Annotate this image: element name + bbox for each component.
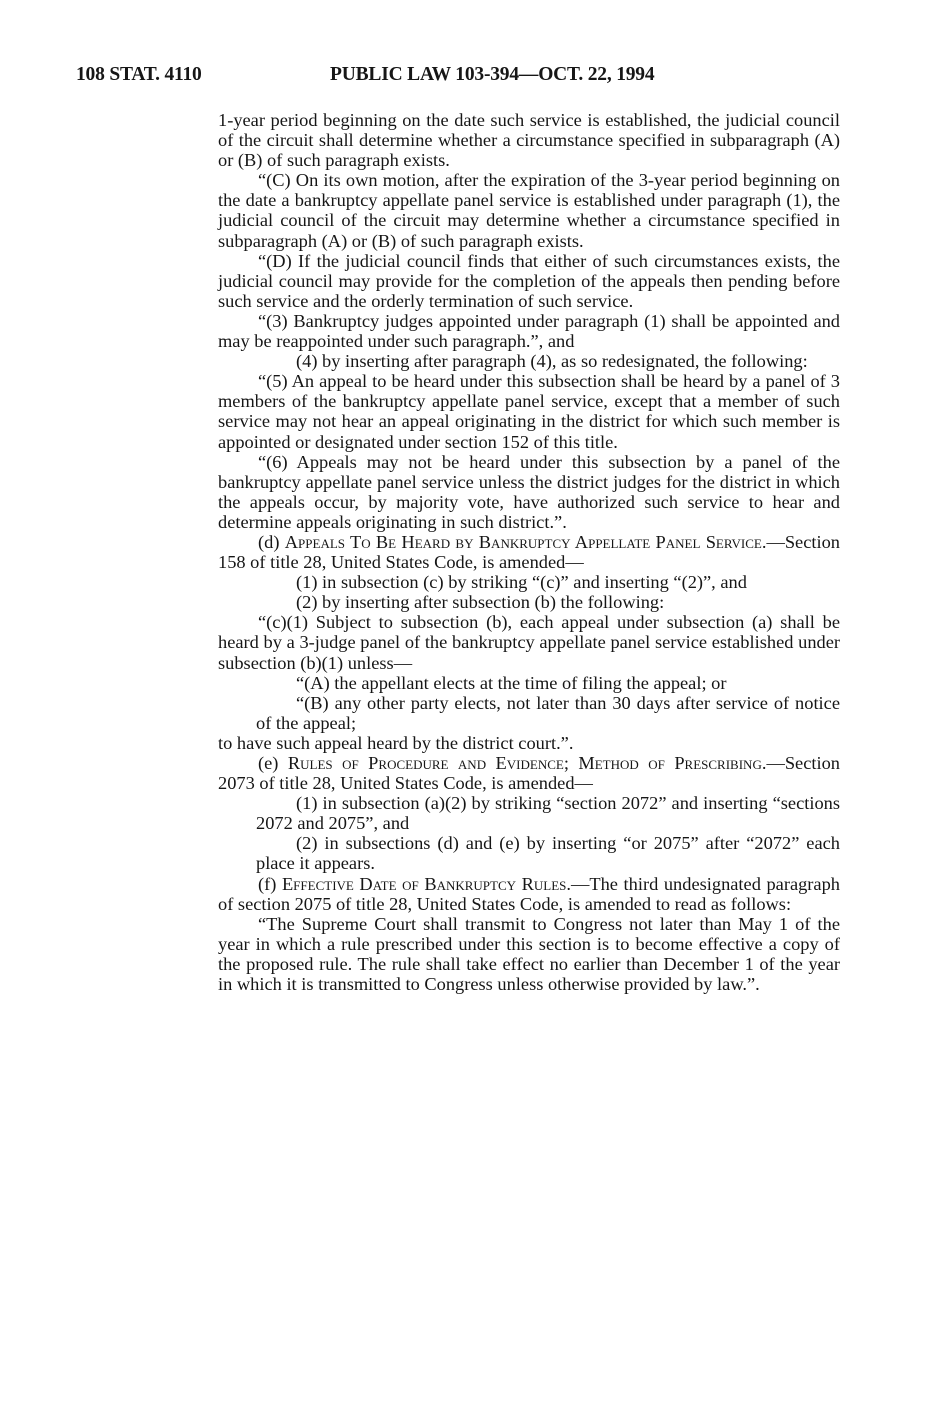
section-d-heading: [218, 532, 840, 572]
paragraph-e-1: (1) in subsection (a)(2) by striking “section 2072” and inserting “sections 2072 and 2075”, and: [256, 793, 840, 834]
section-e-text: —Section 2073 of title 28, United States Code, is amended—: [218, 753, 840, 794]
section-d-lead: (d): [258, 531, 285, 552]
section-d-text: —Section 158 of title 28, United States Code, is amended—: [218, 531, 840, 573]
paragraph-quoted-rule: “The Supreme Court shall transmit to Congress not later than May 1 of the year in which a rule prescribed under this section is to become effective a copy of the proposed rule. The rule shall take effect no earlier than December 1 of the year in which it is transmitted to Congress unless otherwise provided by law.”.: [218, 913, 840, 995]
paragraph-e-2: (2) in subsections (d) and (e) by inserting “or 2075” after “2072” each place it appears.: [256, 833, 840, 874]
paragraph-c1: “(c)(1) Subject to subsection (b), each appeal under subsection (a) shall be heard by a 3-judge panel of the bankruptcy appellate panel service established under subsection (b)(1) unless—: [218, 612, 840, 673]
paragraph-c1-a: “(A) the appellant elects at the time of filing the appeal; or: [296, 672, 727, 693]
section-e-title: Rules of Procedure and Evidence; Method of Prescribing.: [287, 753, 767, 773]
paragraph-continued: 1-year period beginning on the date such service is established, the judicial council of the circuit shall determine whether a circumstance specified in subparagraph (A) or (B) of such paragraph exists.: [218, 110, 840, 171]
section-f-lead: (f): [258, 873, 282, 894]
section-e-heading: [218, 753, 840, 793]
paragraph-d-2: (2) by inserting after subsection (b) the following:: [296, 592, 665, 613]
paragraph-subpara-c: “(C) On its own motion, after the expiration of the 3-year period beginning on the date a bankruptcy appellate panel service is established under paragraph (1), the judicial council of the circuit may determine whether a circumstance specified in subparagraph (A) or (B) of such paragraph exists.: [218, 170, 840, 251]
paragraph-para-3: “(3) Bankruptcy judges appointed under paragraph (1) shall be appointed and may be reappointed under such paragraph.”, and: [218, 310, 840, 352]
public-law-citation: PUBLIC LAW 103-394—OCT. 22, 1994: [330, 64, 655, 85]
paragraph-subpara-d: “(D) If the judicial council finds that either of such circumstances exists, the judicial council may provide for the completion of the appeals then pending before such service and the orderly termination of such service.: [218, 250, 840, 311]
statute-page-number: 108 STAT. 4110: [76, 64, 202, 85]
section-e-lead: (e): [258, 753, 288, 773]
paragraph-c1-b: “(B) any other party elects, not later than 30 days after service of notice of the appeal;: [256, 692, 840, 733]
section-d-title: Appeals To Be Heard by Bankruptcy Appellate Panel Service.: [284, 531, 767, 552]
section-f-text: —The third undesignated paragraph of section 2075 of title 28, United States Code, is amended to read as follows:: [218, 873, 840, 914]
paragraph-para-6: “(6) Appeals may not be heard under this subsection by a panel of the bankruptcy appellate panel service unless the district judges for the district in which the appeals occur, by majority vote, have authorized such service to hear and determine appeals originating in such district.”.: [218, 451, 840, 532]
paragraph-amendment-4: (4) by inserting after paragraph (4), as so redesignated, the following:: [296, 351, 808, 372]
paragraph-c1-tail: to have such appeal heard by the district court.”.: [218, 732, 574, 753]
paragraph-para-5: “(5) An appeal to be heard under this subsection shall be heard by a panel of 3 members of the bankruptcy appellate panel service, except that a member of such service may not hear an appeal originating in the district for which such member is appointed or designated under section 152 of this title.: [218, 371, 840, 452]
page-body: [218, 110, 840, 994]
section-f-heading: [218, 874, 840, 914]
section-f-title: Effective Date of Bankruptcy Rules.: [281, 873, 571, 894]
paragraph-d-1: (1) in subsection (c) by striking “(c)” and inserting “(2)”, and: [296, 572, 747, 593]
running-header: [76, 64, 856, 90]
